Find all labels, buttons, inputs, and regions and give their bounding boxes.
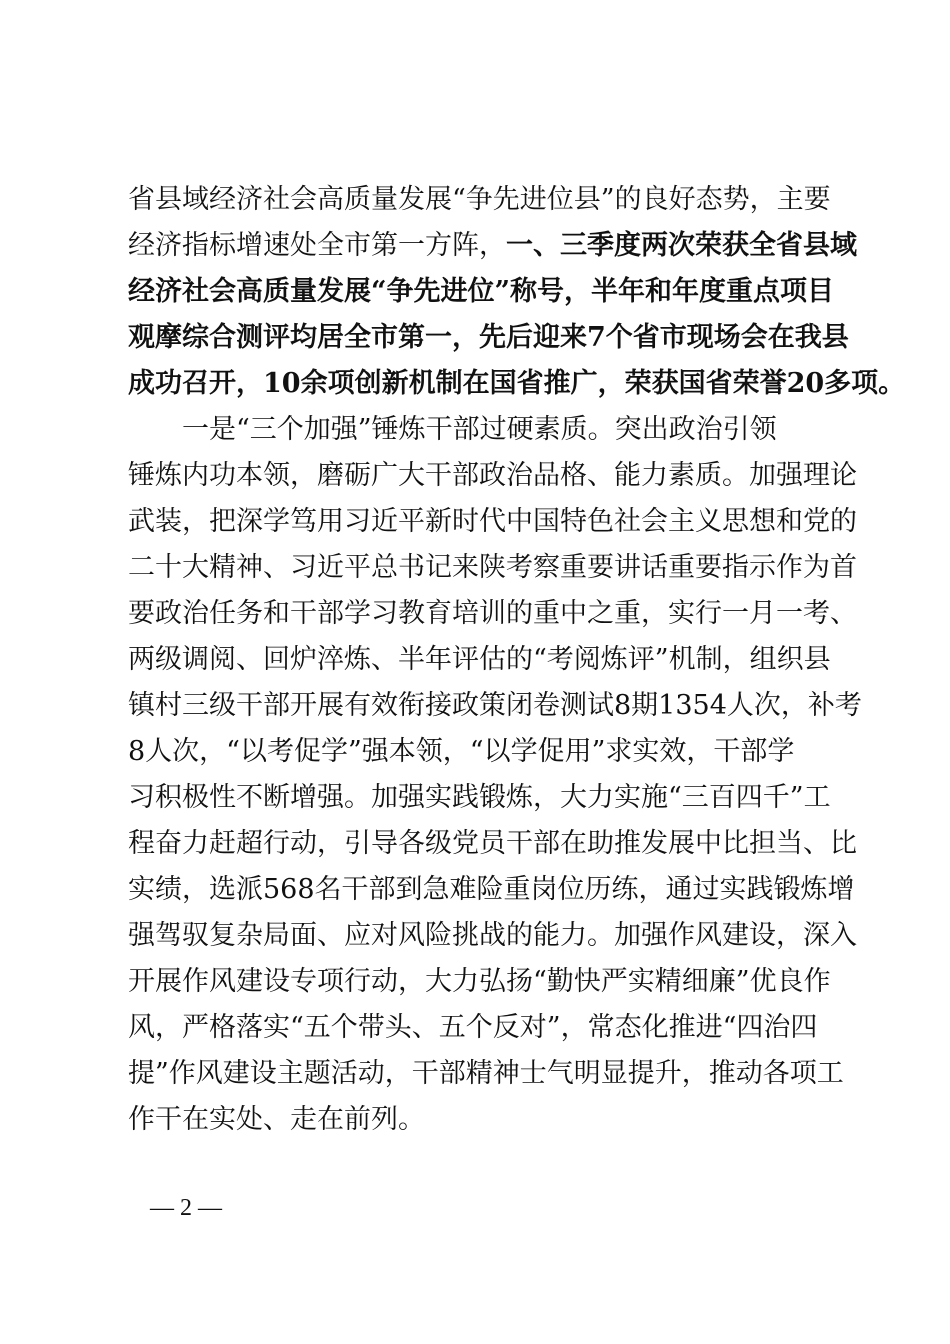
page-number: — 2 — xyxy=(150,1195,222,1221)
paragraph2-line-12: 强驾驭复杂局面、应对风险挑战的能力。加强作风建设，深入 xyxy=(128,920,857,951)
paragraph1-line-4 xyxy=(128,315,849,361)
text-run: 省县域经济社会高质量发展“争先进位县”的良好态势，主要 xyxy=(128,184,831,215)
text-run-bold: 成功召开，10余项创新机制在国省推广，荣获国省荣誉20多项。 xyxy=(128,368,906,399)
paragraph2-line-15: 提”作风建设主题活动，干部精神士气明显提升，推动各项工 xyxy=(128,1058,844,1089)
paragraph2-line-8: 8人次，“以考促学”强本领，“以学促用”求实效，干部学 xyxy=(128,736,795,767)
paragraph2-line-4: 二十大精神、习近平总书记来陕考察重要讲话重要指示作为首 xyxy=(128,552,857,583)
paragraph2-line-13: 开展作风建设专项行动，大力弘扬“勤快严实精细廉”优良作 xyxy=(128,966,831,997)
paragraph2-line-9: 习积极性不断增强。加强实践锻炼，大力实施“三百四千”工 xyxy=(128,782,831,813)
paragraph2-line-7: 镇村三级干部开展有效衔接政策闭卷测试8期1354人次，补考 xyxy=(128,690,862,721)
paragraph2-line-10: 程奋力赶超行动，引导各级党员干部在助推发展中比担当、比 xyxy=(128,828,857,859)
text-run-bold: 观摩综合测评均居全市第一，先后迎来7个省市现场会在我县 xyxy=(128,322,849,353)
paragraph1-line-1 xyxy=(128,177,831,223)
paragraph2-line-14: 风，严格落实“五个带头、五个反对”，常态化推进“四治四 xyxy=(128,1012,818,1043)
paragraph2-line-2: 锤炼内功本领，磨砺广大干部政治品格、能力素质。加强理论 xyxy=(128,460,857,491)
text-run-bold: 经济社会高质量发展“争先进位”称号，半年和年度重点项目 xyxy=(128,276,835,307)
text-run: 经济指标增速处全市第一方阵， xyxy=(128,230,506,261)
text-run-bold: 一、三季度两次荣获全省县域 xyxy=(506,230,857,261)
paragraph2-line-11: 实绩，选派568名干部到急难险重岗位历练，通过实践锻炼增 xyxy=(128,874,855,905)
paragraph2-line-6: 两级调阅、回炉淬炼、半年评估的“考阅炼评”机制，组织县 xyxy=(128,644,831,675)
paragraph2-line-1: 一是“三个加强”锤炼干部过硬素质。突出政治引领 xyxy=(128,414,777,445)
paragraph1-line-2 xyxy=(128,223,857,269)
paragraph1-line-3 xyxy=(128,269,835,315)
paragraph2-line-16: 作干在实处、走在前列。 xyxy=(128,1104,425,1135)
paragraph1-line-5 xyxy=(128,361,906,407)
paragraph2-line-3: 武装，把深学笃用习近平新时代中国特色社会主义思想和党的 xyxy=(128,506,857,537)
paragraph2-line-5: 要政治任务和干部学习教育培训的重中之重，实行一月一考、 xyxy=(128,598,857,629)
